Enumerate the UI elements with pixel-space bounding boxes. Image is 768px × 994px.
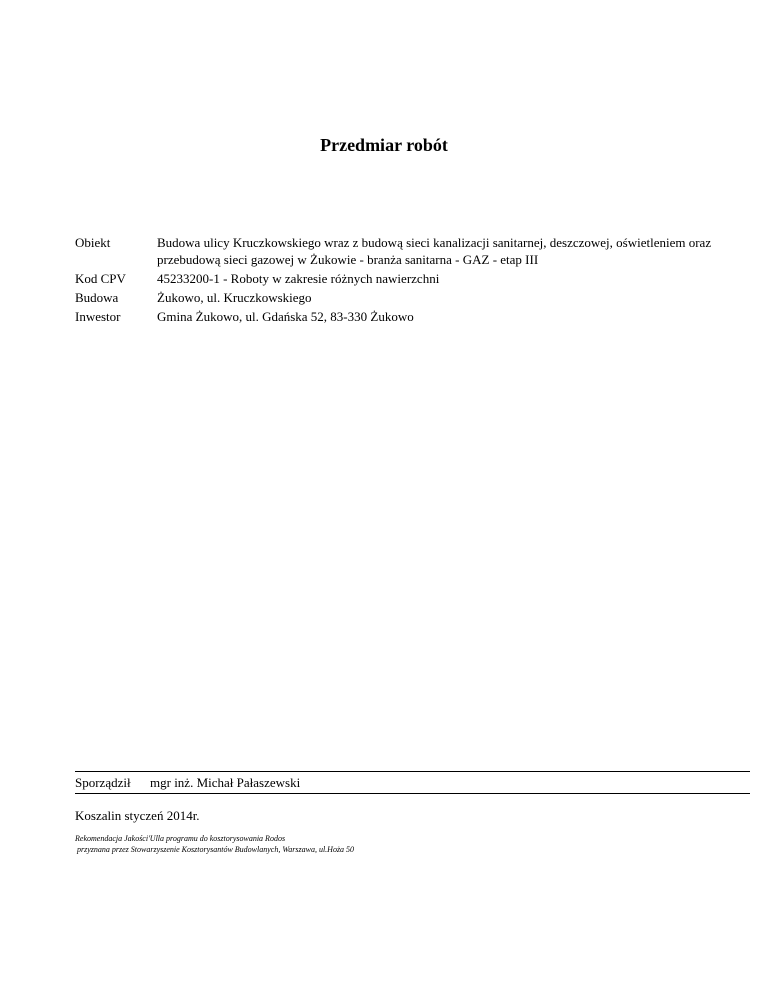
footer-line-2: przyznana przez Stowarzyszenie Kosztorysantów Budowlanych, Warszawa, ul.Hoża 50 (75, 845, 355, 854)
project-info-table (75, 234, 715, 327)
info-value: 45233200-1 - Roboty w zakresie różnych nawierzchni (157, 271, 440, 286)
info-value: Żukowo, ul. Kruczkowskiego (157, 290, 312, 305)
info-value: Budowa ulicy Kruczkowskiego wraz z budową sieci kanalizacji sanitarnej, deszczowej, oświetleniem oraz przebudową sieci gazowej w Żukowie - branża sanitarna - GAZ - etap III (157, 235, 712, 267)
info-row-construction (75, 289, 715, 306)
prepared-by-name: mgr inż. Michał Pałaszewski (150, 775, 301, 790)
info-row-investor (75, 308, 715, 325)
info-row-cpv-code (75, 270, 715, 287)
prepared-by-label: Sporządził (75, 775, 131, 790)
divider-top (75, 771, 750, 772)
info-label: Obiekt (75, 235, 111, 250)
place-and-date: Koszalin styczeń 2014r. (75, 808, 200, 823)
info-row-object (75, 234, 715, 268)
footer-note (75, 833, 354, 855)
divider-bottom (75, 793, 750, 794)
document-title: Przedmiar robót (320, 135, 448, 155)
info-label: Kod CPV (75, 271, 126, 286)
footer-line-1: Rekomendacja Jakości'Ulla programu do kosztorysowania Rodos (75, 834, 286, 843)
info-label: Budowa (75, 290, 119, 305)
info-label: Inwestor (75, 309, 121, 324)
prepared-by (75, 774, 300, 791)
info-value: Gmina Żukowo, ul. Gdańska 52, 83-330 Żukowo (157, 309, 414, 324)
